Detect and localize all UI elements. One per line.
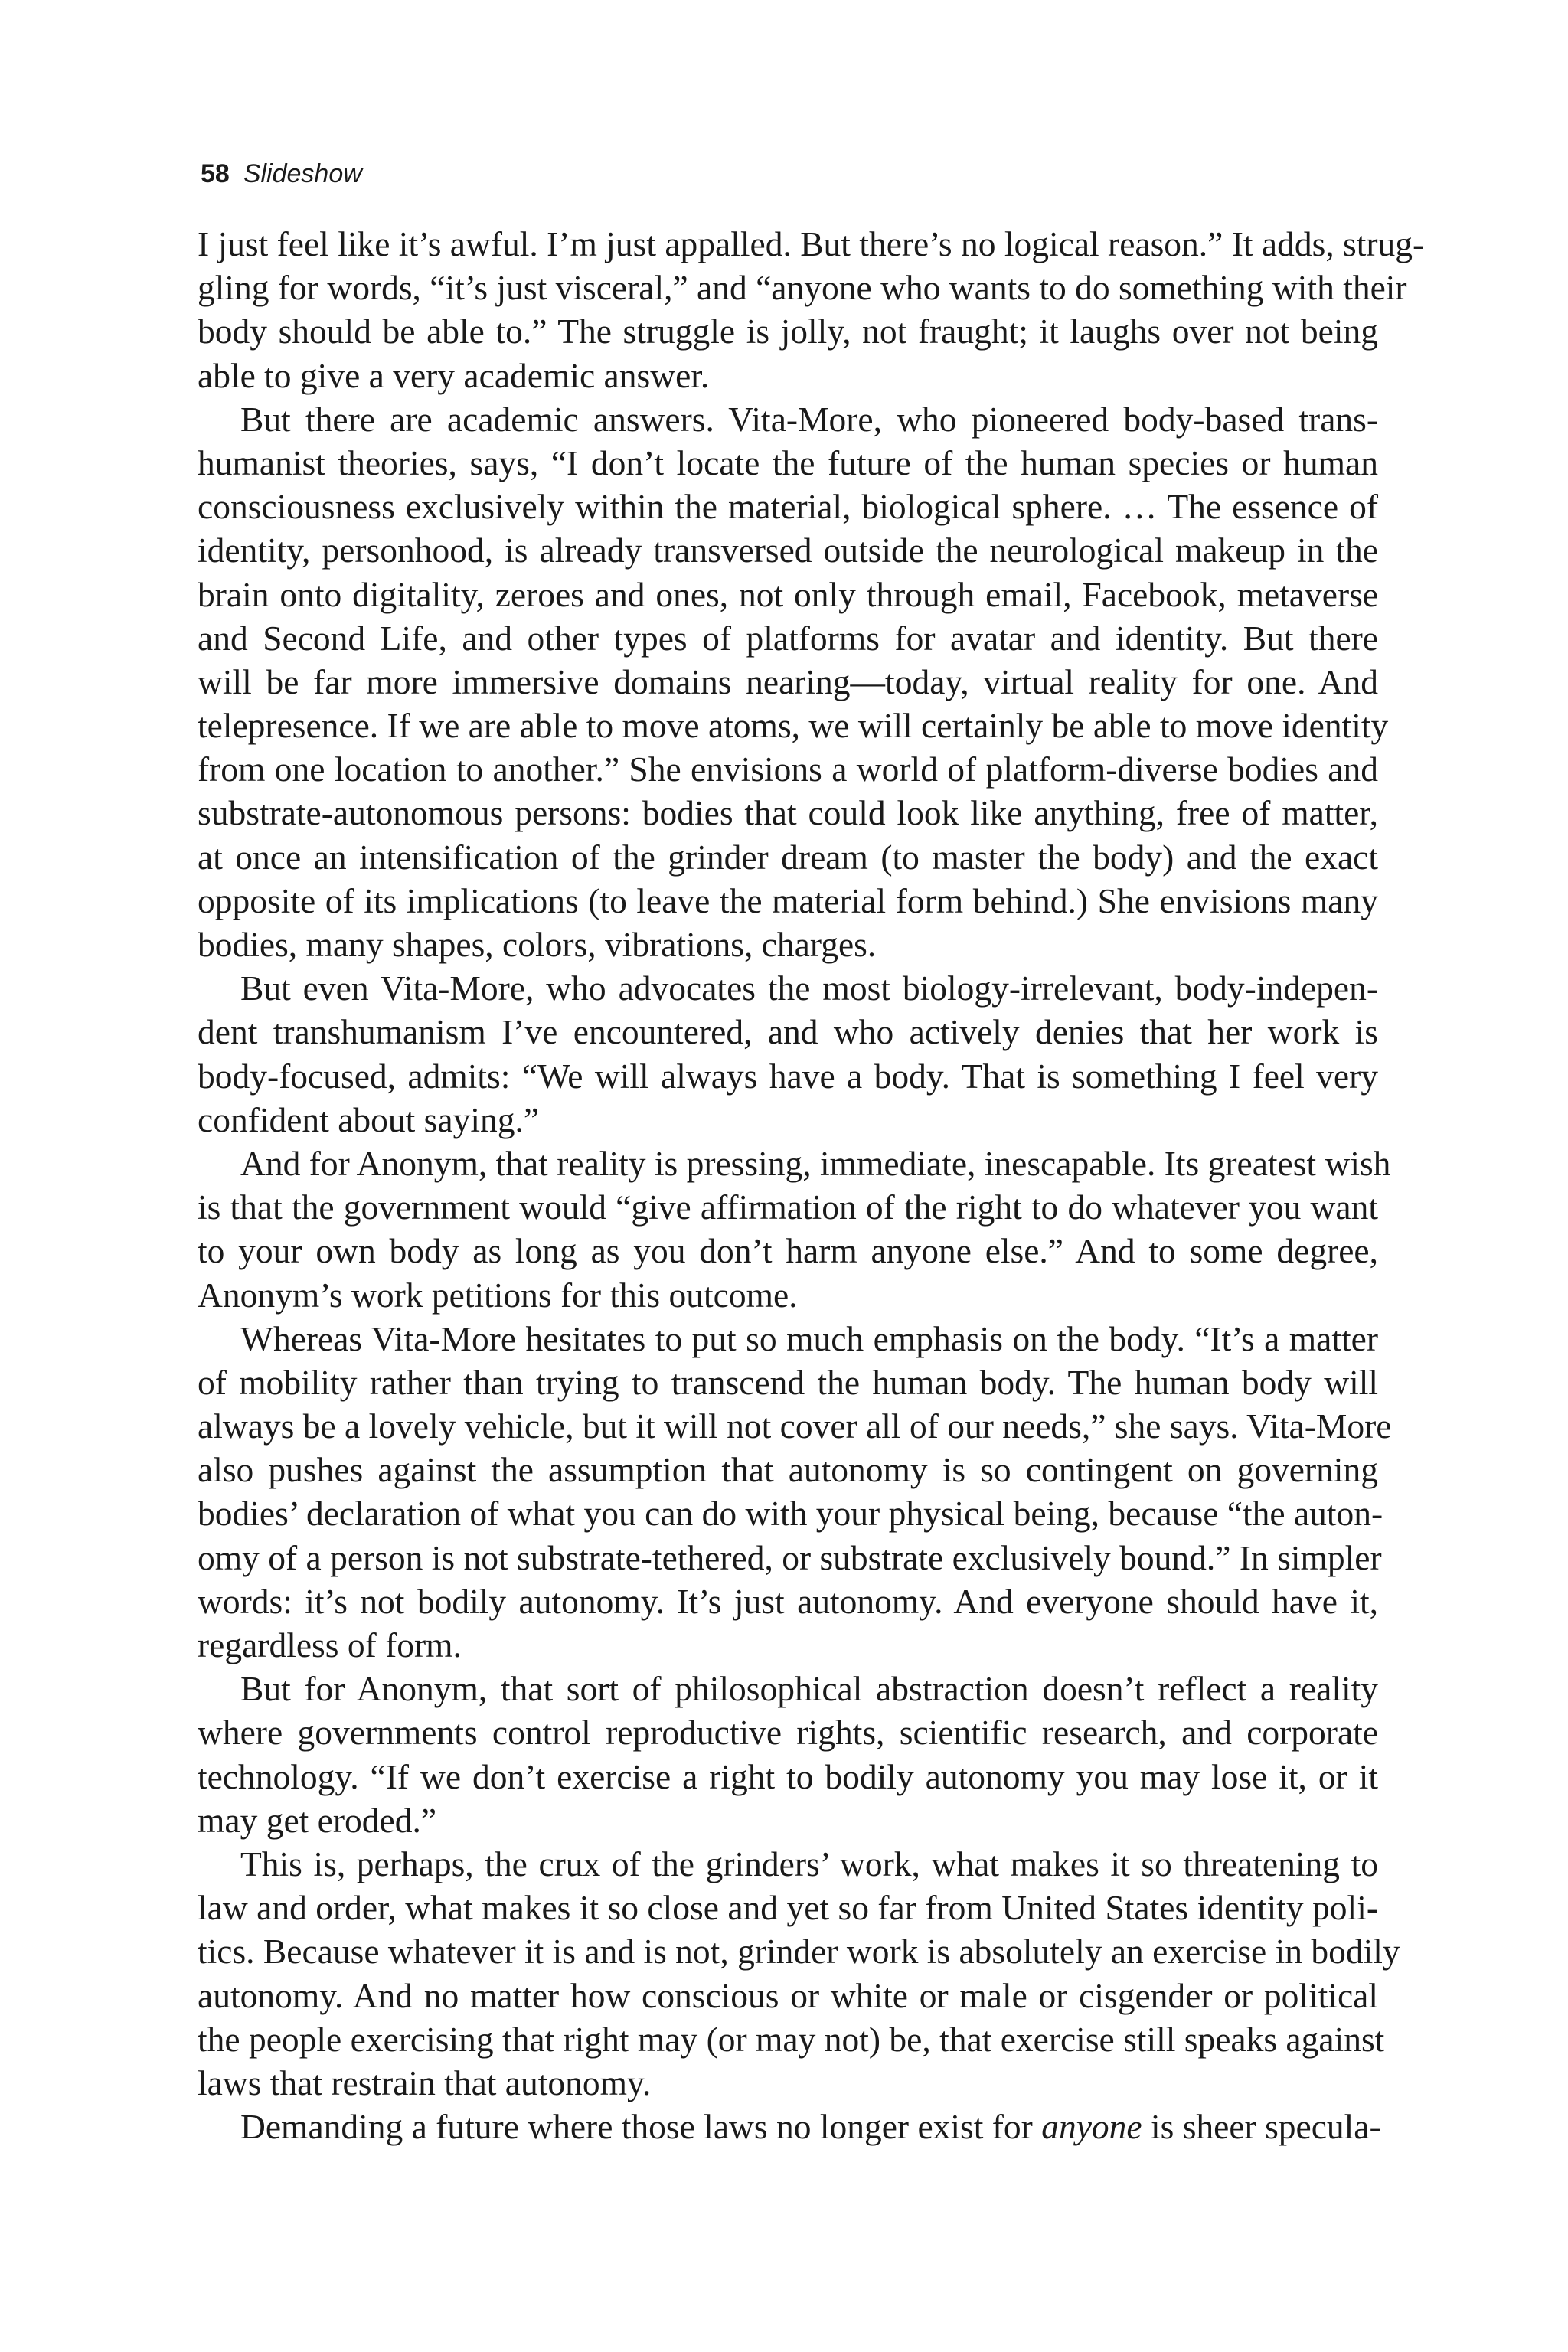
text-line: substrate-autonomous persons: bodies that could look like anything, free of matter, xyxy=(198,793,1378,833)
text-line: consciousness exclusively within the material, biological sphere. … The essence of xyxy=(198,487,1378,527)
text-line: brain onto digitality, zeroes and ones, not only through email, Facebook, metaverse xyxy=(198,574,1378,614)
text-line: regardless of form. xyxy=(198,1625,462,1664)
text-line: to your own body as long as you don’t harm anyone else.” And to some degree, xyxy=(198,1231,1378,1271)
running-header xyxy=(201,155,362,193)
text-line: from one location to another.” She envisions a world of platform-diverse bodies and xyxy=(198,750,1378,789)
text-line: But for Anonym, that sort of philosophical abstraction doesn’t reflect a reality xyxy=(240,1669,1378,1709)
last-line-after: is sheer specula- xyxy=(1142,2107,1381,2147)
text-line: laws that restrain that autonomy. xyxy=(198,2063,652,2102)
emphasized-word: anyone xyxy=(1041,2107,1142,2147)
text-line: identity, personhood, is already transversed outside the neurological makeup in the xyxy=(198,531,1378,570)
text-line: is that the government would “give affirmation of the right to do whatever you want xyxy=(198,1187,1378,1227)
text-line: omy of a person is not substrate-tethered, or substrate exclusively bound.” In simpler xyxy=(198,1537,1382,1577)
text-line: Whereas Vita-More hesitates to put so much emphasis on the body. “It’s a matter xyxy=(240,1318,1378,1358)
text-line: body should be able to.” The struggle is jolly, not fraught; it laughs over not being xyxy=(198,312,1378,351)
body-text xyxy=(198,222,1425,2148)
text-line: always be a lovely vehicle, but it will not cover all of our needs,” she says. Vita-More xyxy=(198,1406,1392,1446)
text-line: where governments control reproductive rights, scientific research, and corporate xyxy=(198,1713,1378,1753)
text-line: bodies’ declaration of what you can do with your physical being, because “the auton- xyxy=(198,1494,1383,1534)
text-line: technology. “If we don’t exercise a right to bodily autonomy you may lose it, or it xyxy=(198,1756,1378,1796)
text-line: telepresence. If we are able to move atoms, we will certainly be able to move identity xyxy=(198,706,1389,746)
text-line: will be far more immersive domains nearing—today, virtual reality for one. And xyxy=(198,662,1378,701)
text-line: I just feel like it’s awful. I’m just appalled. But there’s no logical reason.” It adds, strug- xyxy=(198,224,1425,263)
text-line: opposite of its implications (to leave the material form behind.) She envisions many xyxy=(198,880,1378,920)
text-line: confident about saying.” xyxy=(198,1099,540,1139)
text-line: may get eroded.” xyxy=(198,1800,437,1840)
text-line: But there are academic answers. Vita-More, who pioneered body-based trans- xyxy=(240,399,1378,439)
text-line: And for Anonym, that reality is pressing, immediate, inescapable. Its greatest wish xyxy=(240,1143,1391,1183)
text-line: dent transhumanism I’ve encountered, and who actively denies that her work is xyxy=(198,1012,1378,1052)
text-line: of mobility rather than trying to transcend the human body. The human body will xyxy=(198,1362,1378,1402)
text-line: body-focused, admits: “We will always have a body. That is something I feel very xyxy=(198,1056,1378,1096)
text-line: autonomy. And no matter how conscious or white or male or cisgender or political xyxy=(198,1975,1378,2015)
text-line: at once an intensification of the grinder dream (to master the body) and the exact xyxy=(198,837,1378,877)
text-line: This is, perhaps, the crux of the grinders’ work, what makes it so threatening to xyxy=(240,1844,1378,1883)
text-line: bodies, many shapes, colors, vibrations, charges. xyxy=(198,925,877,964)
text-line: law and order, what makes it so close and yet so far from United States identity poli- xyxy=(198,1888,1378,1928)
text-line: gling for words, “it’s just visceral,” and “anyone who wants to do something with their xyxy=(198,268,1407,308)
section-title: Slideshow xyxy=(243,159,362,188)
text-line: humanist theories, says, “I don’t locate the future of the human species or human xyxy=(198,443,1378,482)
text-line: able to give a very academic answer. xyxy=(198,355,710,395)
text-line: But even Vita-More, who advocates the most biology-irrelevant, body-indepen- xyxy=(240,969,1378,1008)
last-line xyxy=(198,2105,1381,2148)
page-number: 58 xyxy=(201,159,230,188)
text-line: and Second Life, and other types of platforms for avatar and identity. But there xyxy=(198,618,1378,658)
last-line-before: Demanding a future where those laws no longer exist for xyxy=(240,2107,1042,2147)
text-line: Anonym’s work petitions for this outcome. xyxy=(198,1275,798,1315)
text-line: words: it’s not bodily autonomy. It’s just autonomy. And everyone should have it, xyxy=(198,1581,1378,1621)
text-line: the people exercising that right may (or may not) be, that exercise still speaks against xyxy=(198,2019,1385,2059)
text-line: tics. Because whatever it is and is not, grinder work is absolutely an exercise in bodily xyxy=(198,1932,1400,1971)
text-line: also pushes against the assumption that autonomy is so contingent on governing xyxy=(198,1450,1378,1490)
